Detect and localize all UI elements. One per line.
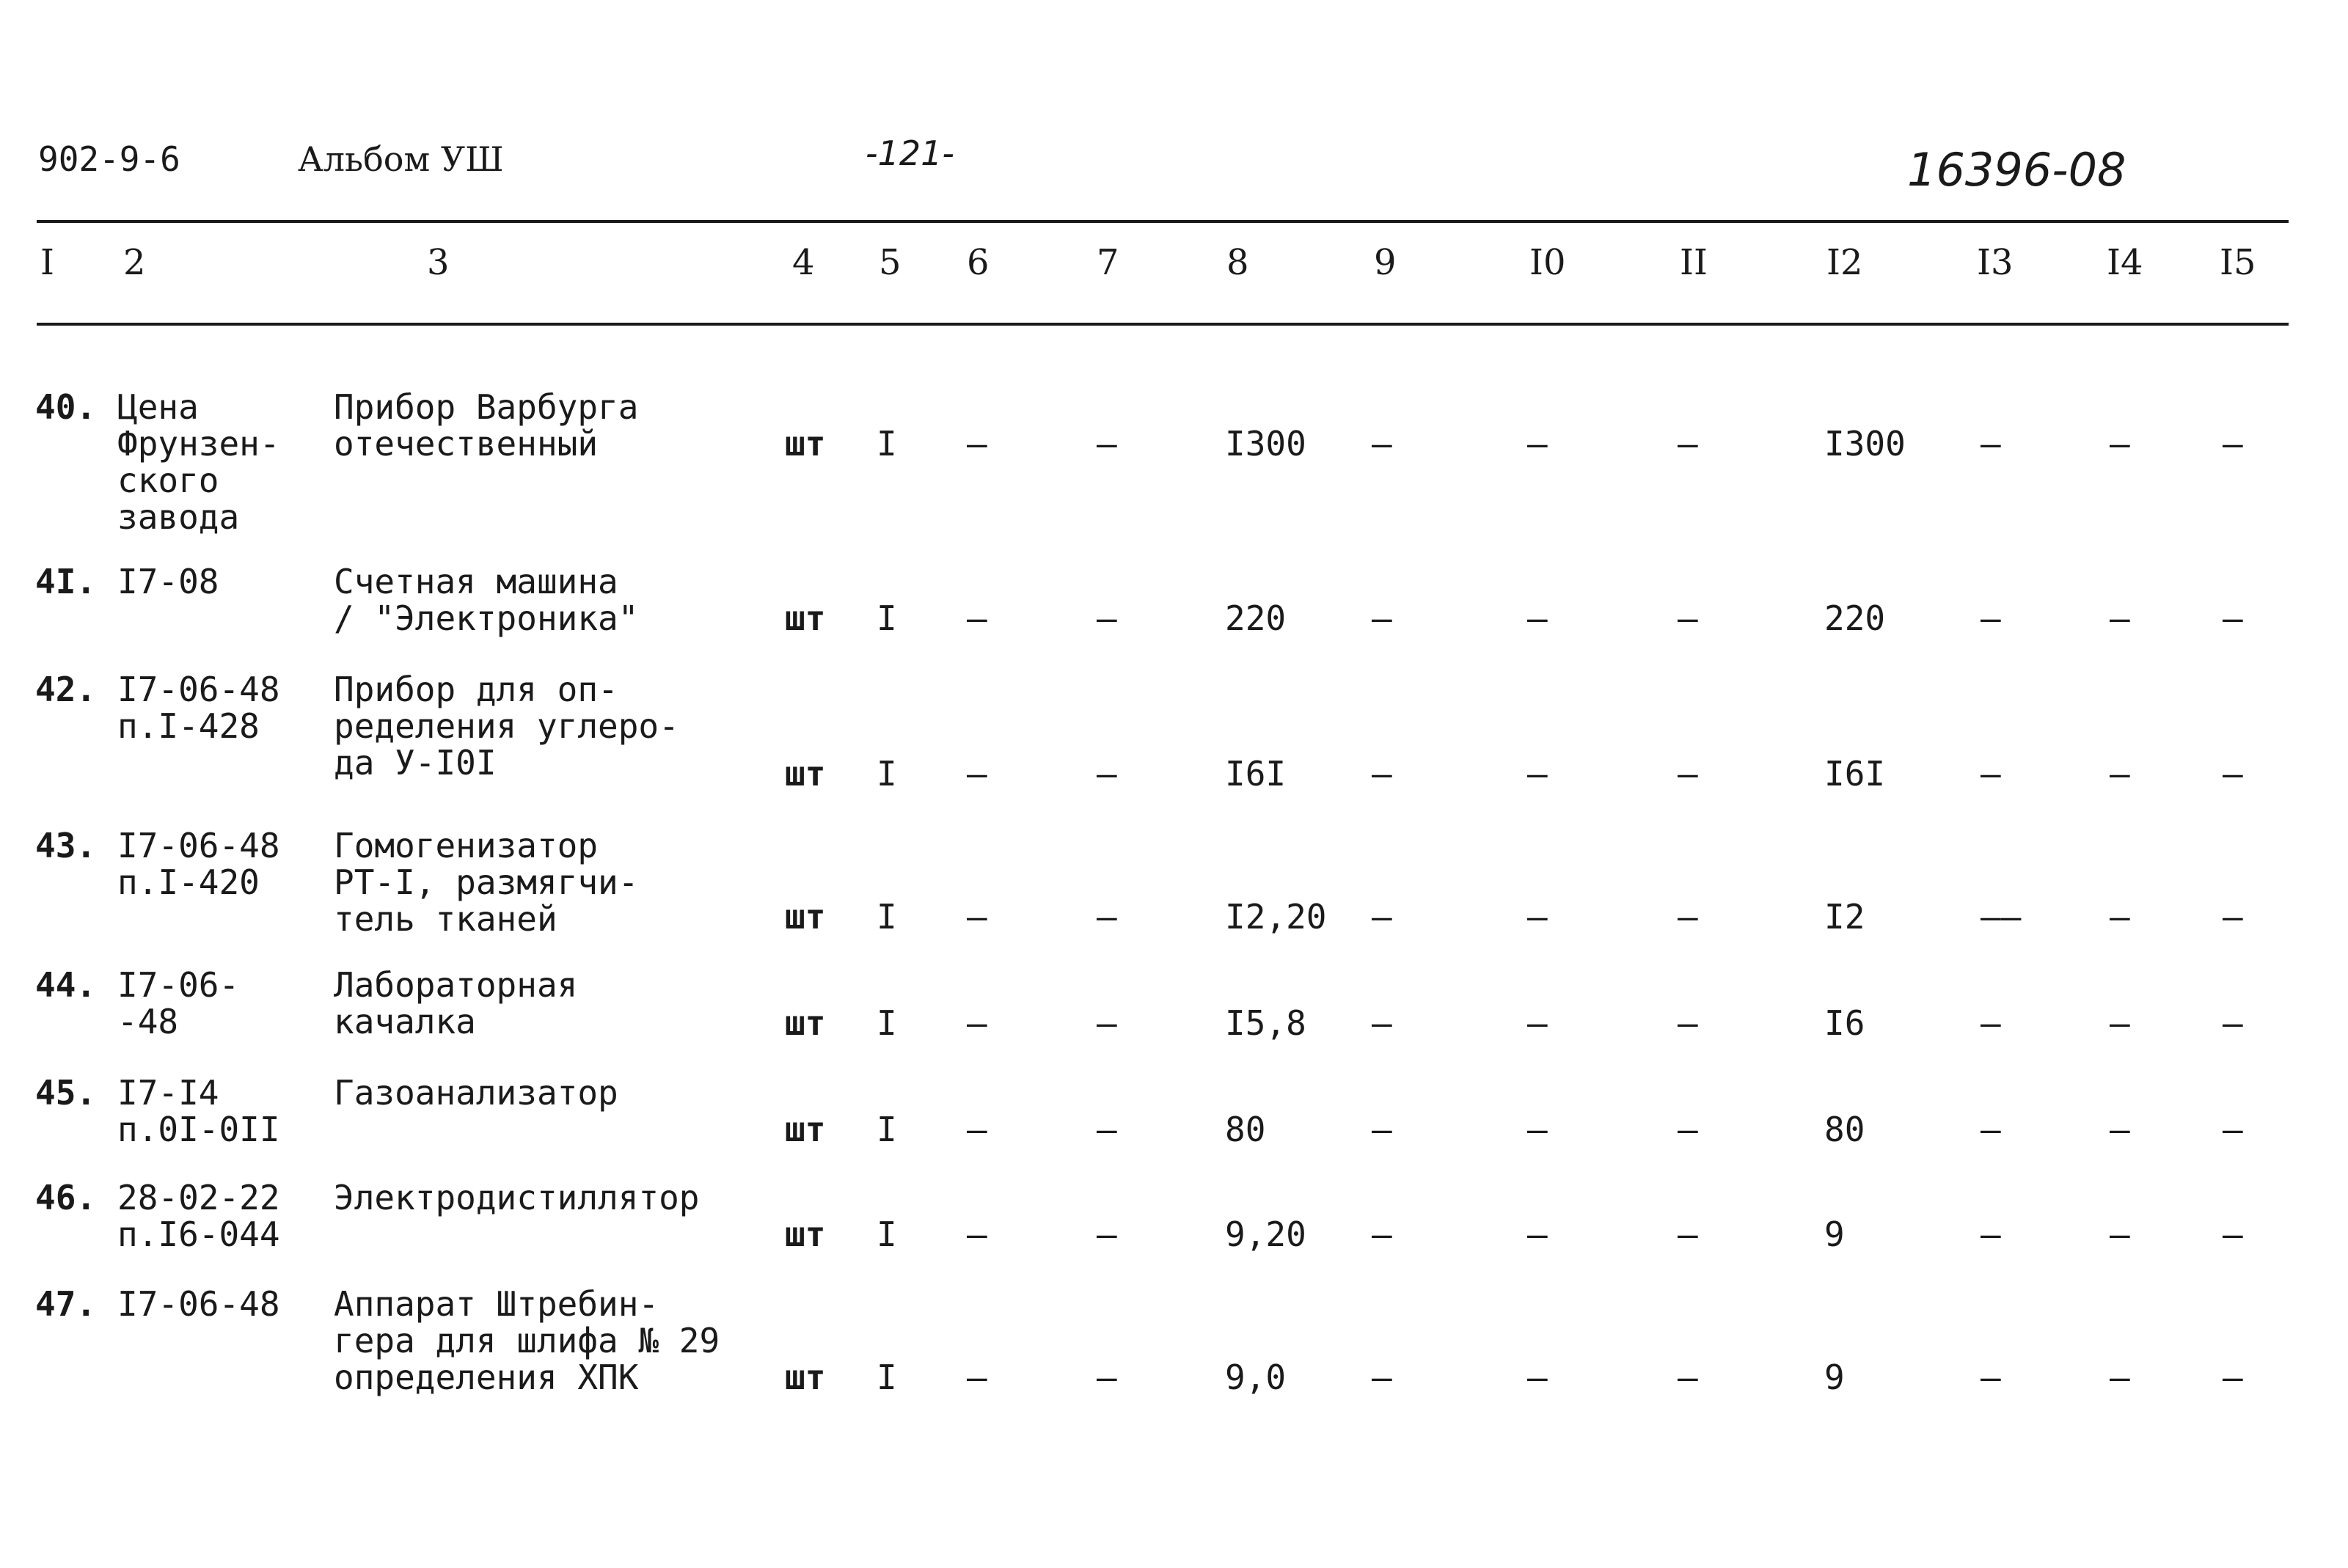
- col-11-cell: –: [1678, 1110, 1698, 1149]
- col-9-cell: –: [1372, 897, 1392, 937]
- col-10-cell: –: [1527, 754, 1548, 794]
- column-header: 8: [1226, 242, 1249, 283]
- col-13-cell: –: [1981, 424, 2001, 464]
- column-header: 9: [1374, 242, 1397, 283]
- column-header: 2: [123, 242, 146, 283]
- col-12-cell: I6: [1824, 1003, 1865, 1043]
- row-number: 44.: [35, 965, 97, 1005]
- col-7-cell: –: [1097, 1358, 1117, 1397]
- quantity-cell: I: [877, 1110, 897, 1149]
- price-reference: I7-06-48: [117, 1284, 280, 1324]
- col-6-cell: –: [967, 424, 987, 464]
- col-11-cell: –: [1678, 1358, 1698, 1397]
- col-7-cell: –: [1097, 754, 1117, 794]
- col-7-cell: –: [1097, 1110, 1117, 1149]
- col-15-cell: –: [2223, 424, 2243, 464]
- row-number: 45.: [35, 1073, 97, 1113]
- col-9-cell: –: [1372, 1358, 1392, 1397]
- col-12-cell: 220: [1824, 598, 1886, 638]
- header-top-rule: [37, 220, 2289, 223]
- col-12-cell: I2: [1824, 897, 1865, 937]
- col-8-cell: I6I: [1225, 754, 1287, 794]
- col-8-cell: I5,8: [1225, 1003, 1306, 1043]
- col-10-cell: –: [1527, 424, 1548, 464]
- document-code: 902-9-6: [38, 139, 180, 179]
- item-name: Счетная машина / "Электроника": [334, 562, 639, 638]
- item-name: Лабораторная качалка: [334, 965, 578, 1041]
- col-10-cell: –: [1527, 1003, 1548, 1043]
- col-13-cell: –: [1981, 1215, 2001, 1254]
- quantity-cell: I: [877, 754, 897, 794]
- column-header: 6: [967, 242, 990, 283]
- col-7-cell: –: [1097, 1215, 1117, 1254]
- col-14-cell: –: [2110, 754, 2130, 794]
- col-12-cell: 9: [1824, 1215, 1845, 1254]
- price-reference: Цена Фрунзен- ского завода: [117, 387, 280, 537]
- price-reference: 28-02-22 п.I6-044: [117, 1178, 280, 1254]
- quantity-cell: I: [877, 1003, 897, 1043]
- col-10-cell: –: [1527, 1358, 1548, 1397]
- col-13-cell: –: [1981, 1110, 2001, 1149]
- col-9-cell: –: [1372, 1003, 1392, 1043]
- document-number: 16396-08: [1907, 143, 2126, 197]
- unit-cell: шт: [785, 1215, 826, 1254]
- unit-cell: шт: [785, 1110, 826, 1149]
- item-name: Прибор Варбурга отечественный: [334, 387, 639, 464]
- item-name: Гомогенизатор РТ-I, размягчи- тель тканей: [334, 826, 639, 939]
- col-15-cell: –: [2223, 1110, 2243, 1149]
- item-name: Электродистиллятор: [334, 1178, 700, 1217]
- row-number: 43.: [35, 826, 97, 865]
- price-reference: I7-I4 п.0I-0II: [117, 1073, 280, 1149]
- col-7-cell: –: [1097, 897, 1117, 937]
- quantity-cell: I: [877, 897, 897, 937]
- col-6-cell: –: [967, 754, 987, 794]
- col-8-cell: 80: [1225, 1110, 1266, 1149]
- col-13-cell: –: [1981, 754, 2001, 794]
- col-13-cell: –: [1981, 1003, 2001, 1043]
- header-bottom-rule: [37, 323, 2289, 326]
- col-6-cell: –: [967, 598, 987, 638]
- item-name: Газоанализатор: [334, 1073, 618, 1113]
- col-9-cell: –: [1372, 598, 1392, 638]
- column-header: 7: [1097, 242, 1119, 283]
- col-8-cell: 9,20: [1225, 1215, 1306, 1254]
- col-8-cell: I300: [1225, 424, 1306, 464]
- column-header: I2: [1826, 242, 1863, 283]
- price-reference: I7-06-48 п.I-428: [117, 670, 280, 746]
- col-12-cell: 9: [1824, 1358, 1845, 1397]
- row-number: 40.: [35, 387, 97, 427]
- col-11-cell: –: [1678, 598, 1698, 638]
- item-name: Прибор для оп- ределения углеро- да У-I0I: [334, 670, 679, 783]
- col-10-cell: –: [1527, 598, 1548, 638]
- quantity-cell: I: [877, 598, 897, 638]
- unit-cell: шт: [785, 1003, 826, 1043]
- price-reference: I7-08: [117, 562, 219, 601]
- col-7-cell: –: [1097, 1003, 1117, 1043]
- col-12-cell: I6I: [1824, 754, 1886, 794]
- price-reference: I7-06- -48: [117, 965, 240, 1041]
- column-header: I3: [1977, 242, 2014, 283]
- page-number: -121-: [866, 133, 954, 173]
- col-15-cell: –: [2223, 754, 2243, 794]
- row-number: 4I.: [35, 562, 97, 601]
- col-14-cell: –: [2110, 897, 2130, 937]
- column-header: 3: [427, 242, 450, 283]
- col-14-cell: –: [2110, 598, 2130, 638]
- col-15-cell: –: [2223, 1358, 2243, 1397]
- col-12-cell: I300: [1824, 424, 1906, 464]
- column-header: II: [1680, 242, 1708, 283]
- quantity-cell: I: [877, 424, 897, 464]
- col-10-cell: –: [1527, 1110, 1548, 1149]
- col-7-cell: –: [1097, 424, 1117, 464]
- col-11-cell: –: [1678, 897, 1698, 937]
- column-header: I0: [1529, 242, 1566, 283]
- col-6-cell: –: [967, 897, 987, 937]
- col-13-cell: –: [1981, 598, 2001, 638]
- col-8-cell: 220: [1225, 598, 1287, 638]
- col-13-cell: ––: [1981, 897, 2022, 937]
- col-7-cell: –: [1097, 598, 1117, 638]
- col-15-cell: –: [2223, 1215, 2243, 1254]
- row-number: 46.: [35, 1178, 97, 1217]
- col-6-cell: –: [967, 1110, 987, 1149]
- column-header: 5: [879, 242, 901, 283]
- col-8-cell: 9,0: [1225, 1358, 1287, 1397]
- column-header: I5: [2220, 242, 2256, 283]
- col-9-cell: –: [1372, 424, 1392, 464]
- unit-cell: шт: [785, 1358, 826, 1397]
- col-6-cell: –: [967, 1358, 987, 1397]
- price-reference: I7-06-48 п.I-420: [117, 826, 280, 902]
- col-10-cell: –: [1527, 897, 1548, 937]
- column-header: 4: [792, 242, 815, 283]
- col-15-cell: –: [2223, 1003, 2243, 1043]
- unit-cell: шт: [785, 598, 826, 638]
- col-9-cell: –: [1372, 1110, 1392, 1149]
- col-14-cell: –: [2110, 1110, 2130, 1149]
- unit-cell: шт: [785, 754, 826, 794]
- col-14-cell: –: [2110, 1358, 2130, 1397]
- column-header: I: [40, 242, 54, 283]
- quantity-cell: I: [877, 1358, 897, 1397]
- row-number: 42.: [35, 670, 97, 709]
- column-header: I4: [2107, 242, 2143, 283]
- col-11-cell: –: [1678, 1215, 1698, 1254]
- col-6-cell: –: [967, 1003, 987, 1043]
- unit-cell: шт: [785, 424, 826, 464]
- col-13-cell: –: [1981, 1358, 2001, 1397]
- col-11-cell: –: [1678, 1003, 1698, 1043]
- col-6-cell: –: [967, 1215, 987, 1254]
- col-12-cell: 80: [1824, 1110, 1865, 1149]
- col-8-cell: I2,20: [1225, 897, 1327, 937]
- quantity-cell: I: [877, 1215, 897, 1254]
- col-11-cell: –: [1678, 424, 1698, 464]
- col-9-cell: –: [1372, 1215, 1392, 1254]
- col-14-cell: –: [2110, 424, 2130, 464]
- col-15-cell: –: [2223, 897, 2243, 937]
- col-9-cell: –: [1372, 754, 1392, 794]
- album-label: Альбом УШ: [298, 139, 504, 179]
- col-10-cell: –: [1527, 1215, 1548, 1254]
- col-11-cell: –: [1678, 754, 1698, 794]
- item-name: Аппарат Штребин- гера для шлифа № 29 определения ХПК: [334, 1284, 720, 1397]
- col-14-cell: –: [2110, 1003, 2130, 1043]
- row-number: 47.: [35, 1284, 97, 1324]
- unit-cell: шт: [785, 897, 826, 937]
- col-14-cell: –: [2110, 1215, 2130, 1254]
- col-15-cell: –: [2223, 598, 2243, 638]
